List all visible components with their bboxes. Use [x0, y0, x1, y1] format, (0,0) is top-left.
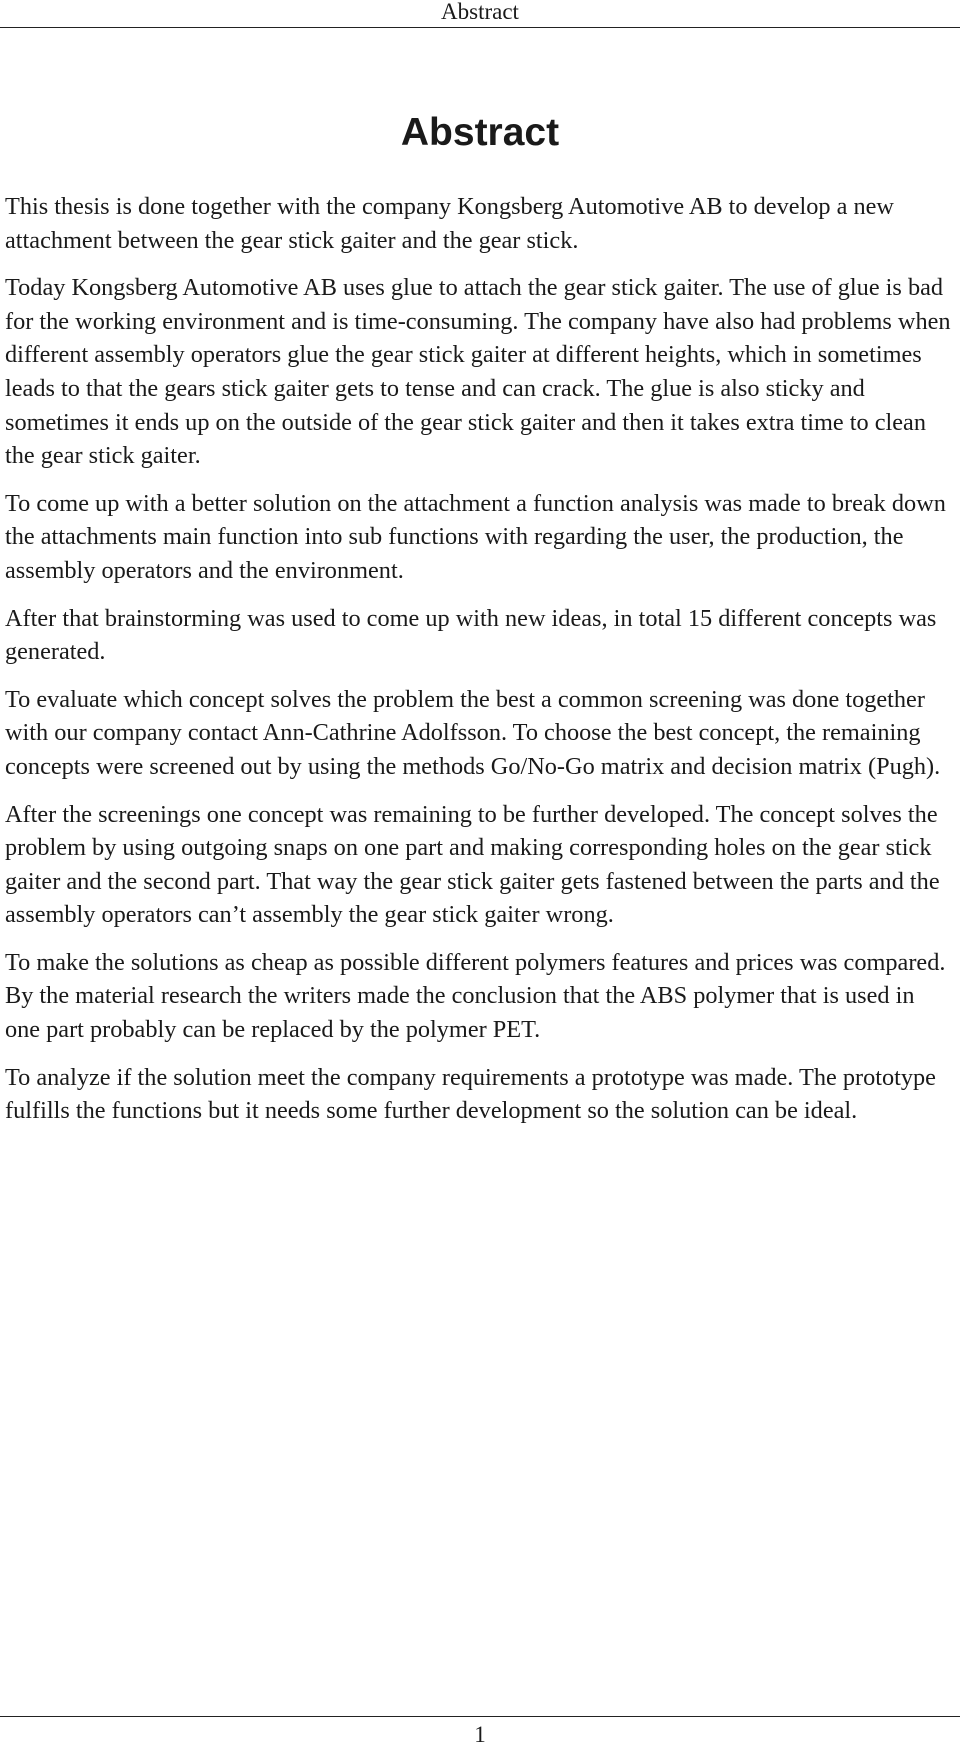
paragraph: To evaluate which concept solves the problem the best a common screening was done together with our company contact Ann-Cathrine Adolfsson. To choose the best concept, the remaining concepts were screened out by using the methods Go/No-Go matrix and decision matrix (Pugh).: [5, 685, 941, 780]
page-number: 1: [474, 1722, 486, 1747]
paragraph: Today Kongsberg Automotive AB uses glue to attach the gear stick gaiter. The use of glue is bad for the working environment and is time-consuming. The company have also had problems when different assembly operators glue the gear stick gaiter at different heights, which in sometimes leads to that the gears stick gaiter gets to tense and can crack. The glue is also sticky and sometimes it ends up on the outside of the gear stick gaiter and then it takes extra time to clean the gear stick gaiter.: [5, 274, 951, 470]
paragraph: This thesis is done together with the company Kongsberg Automotive AB to develop a new attachment between the gear stick gaiter and the gear stick.: [5, 193, 894, 254]
paragraph: After the screenings one concept was remaining to be further developed. The concept solves the problem by using outgoing snaps on one part and making corresponding holes on the gear stick gaiter and the second part. That way the gear stick gaiter gets fastened between the parts and the assembly operators can’t assembly the gear stick gaiter wrong.: [5, 800, 940, 929]
paragraph: To make the solutions as cheap as possible different polymers features and prices was compared. By the material research the writers made the conclusion that the ABS polymer that is used in one part probably can be replaced by the polymer PET.: [5, 948, 946, 1044]
paragraph: To come up with a better solution on the attachment a function analysis was made to break down the attachments main function into sub functions with regarding the user, the production, the assembly operators and the environment.: [5, 489, 946, 584]
running-header: [0, 0, 960, 28]
running-header-title: Abstract: [441, 0, 519, 24]
footer-divider: [0, 1716, 960, 1717]
abstract-body: [5, 190, 955, 1142]
paragraph: After that brainstorming was used to come up with new ideas, in total 15 different concepts was generated.: [5, 604, 937, 666]
page-title: Abstract: [400, 111, 560, 154]
paragraph: To analyze if the solution meet the company requirements a prototype was made. The prototype fulfills the functions but it needs some further development so the solution can be ideal.: [5, 1063, 936, 1125]
